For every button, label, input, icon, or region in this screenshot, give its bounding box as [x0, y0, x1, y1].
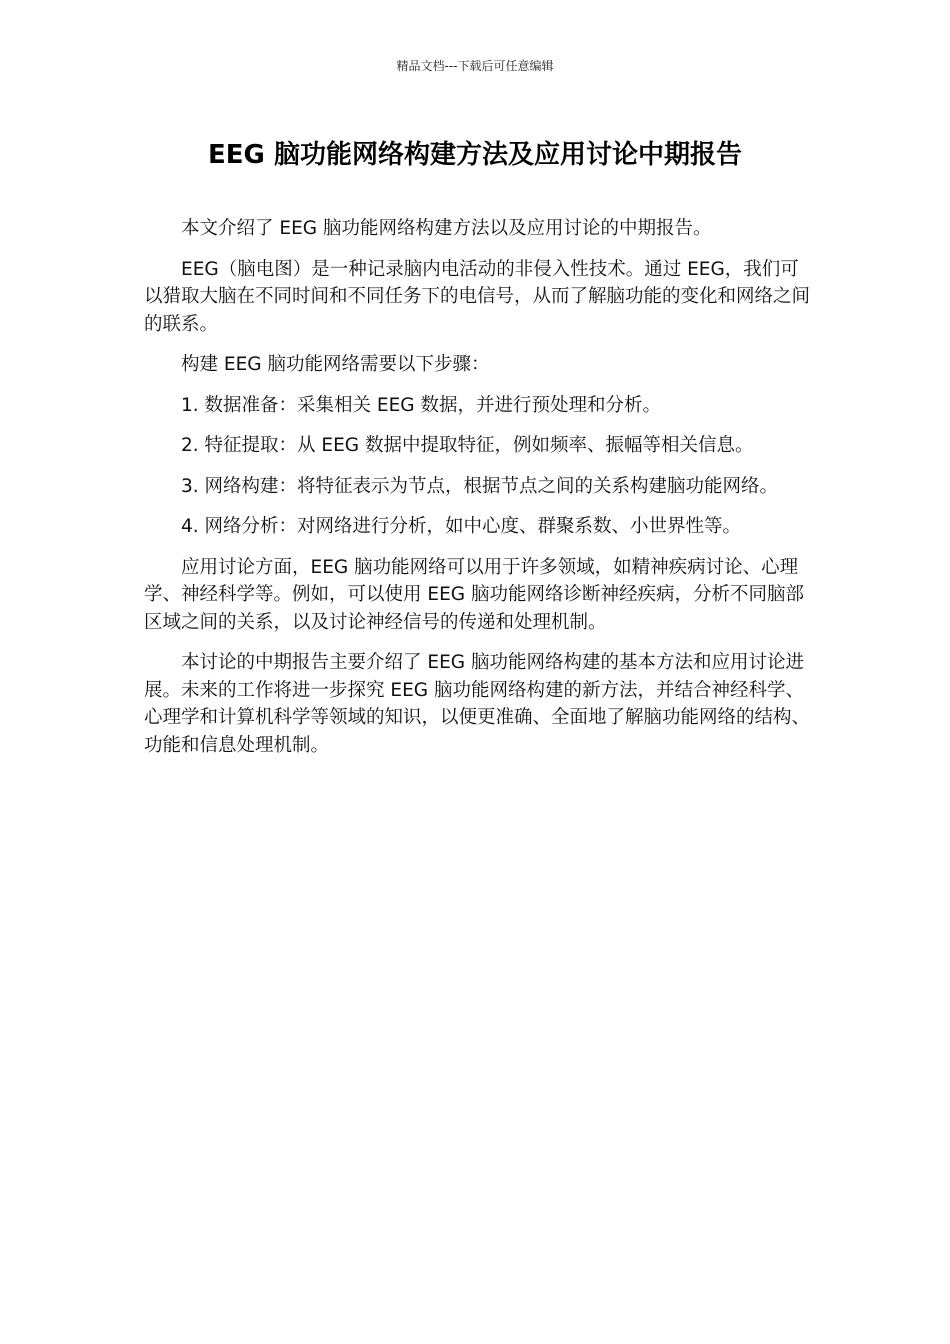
paragraph-step-3: 3. 网络构建：将特征表示为节点，根据节点之间的关系构建脑功能网络。	[181, 475, 779, 497]
paragraph-steps-intro: 构建 EEG 脑功能网络需要以下步骤：	[181, 354, 490, 375]
document-title: EEG 脑功能网络构建方法及应用讨论中期报告	[208, 140, 742, 170]
paragraph-step-1: 1. 数据准备：采集相关 EEG 数据，并进行预处理和分析。	[181, 394, 662, 416]
paragraph-applications: 应用讨论方面，EEG 脑功能网络可以用于许多领域，如精神疾病讨论、心理学、神经科学等。例如，可以使用 EEG 脑功能网络诊断神经疾病，分析不同脑部区域之间的关系，以及讨论神经信号的传递和处理机制。	[144, 556, 804, 633]
document-body	[144, 215, 810, 772]
header-note: 精品文档---下载后可任意编辑	[396, 59, 554, 73]
paragraph-eeg-definition: EEG（脑电图）是一种记录脑内电活动的非侵入性技术。通过 EEG，我们可以猎取大脑在不同时间和不同任务下的电信号，从而了解脑功能的变化和网络之间的联系。	[144, 258, 811, 335]
paragraph-intro: 本文介绍了 EEG 脑功能网络构建方法以及应用讨论的中期报告。	[181, 218, 712, 239]
paragraph-conclusion: 本讨论的中期报告主要介绍了 EEG 脑功能网络构建的基本方法和应用讨论进展。未来的工作将进一步探究 EEG 脑功能网络构建的新方法，并结合神经科学、心理学和计算机科学等领域的知识，以便更准确、全面地了解脑功能网络的结构、功能和信息处理机制。	[144, 652, 811, 756]
paragraph-step-2: 2. 特征提取：从 EEG 数据中提取特征，例如频率、振幅等相关信息。	[181, 435, 754, 456]
paragraph-step-4: 4. 网络分析：对网络进行分析，如中心度、群聚系数、小世界性等。	[181, 516, 742, 537]
